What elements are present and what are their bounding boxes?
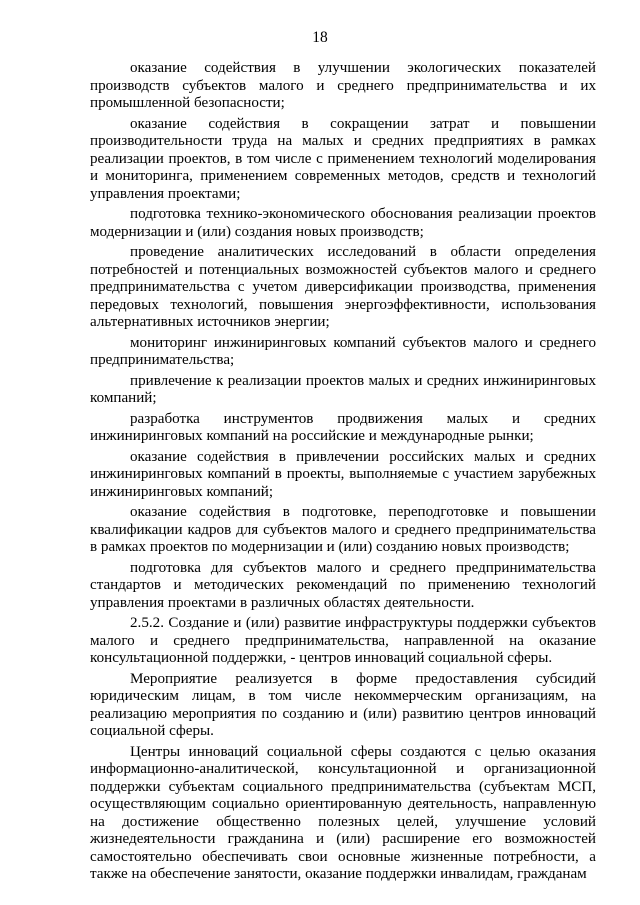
paragraph-4: проведение аналитических исследований в области определения потребностей и потенциальных возможностей субъектов малого и среднего предпринимательства с учетом диверсификации производства, применения передовых технологий, повышения энергоэффективности, использования альтернативных источников энергии; [90, 244, 596, 330]
paragraph-2: оказание содействия в сокращении затрат и повышении производительности труда на малых и средних предприятиях в рамках реализации проектов, в том числе с применением технологий моделирования и мониторинга, применением современных методов, средств и технологий управления проектами; [90, 115, 596, 202]
page-number: 18 [312, 29, 328, 46]
paragraph-11: 2.5.2. Создание и (или) развитие инфраструктуры поддержки субъектов малого и среднего предпринимательства, направленной на оказание консультационной поддержки, - центров инноваций социальной сферы. [90, 615, 596, 666]
paragraph-6: привлечение к реализации проектов малых и средних инжиниринговых компаний; [90, 372, 596, 406]
paragraph-5: мониторинг инжиниринговых компаний субъектов малого и среднего предпринимательства; [90, 334, 596, 368]
paragraph-13: Центры инноваций социальной сферы создаются с целью оказания информационно-аналитической, консультационной и организационной поддержки субъектам социального предпринимательства (субъектам МСП, осуществляющим социально ориентированную деятельность, направленную на достижение общественно полезных целей, улучшение условий жизнедеятельности гражданина и (или) расширение его возможностей самостоятельно обеспечивать свои основные жизненные потребности, а также на обеспечение занятости, оказание поддержки инвалидам, гражданам [90, 743, 596, 882]
paragraph-3: подготовка технико-экономического обоснования реализации проектов модернизации и (или) создания новых производств; [90, 206, 596, 240]
paragraph-8: оказание содействия в привлечении российских малых и средних инжиниринговых компаний в проекты, выполняемые с участием зарубежных инжиниринговых компаний; [90, 448, 596, 500]
paragraph-12: Мероприятие реализуется в форме предоставления субсидий юридическим лицам, в том числе некоммерческим организациям, на реализацию мероприятия по созданию и (или) развитию центров инноваций социальной сферы. [90, 670, 596, 739]
paragraph-7: разработка инструментов продвижения малых и средних инжиниринговых компаний на российские и международные рынки; [90, 410, 596, 444]
paragraph-1: оказание содействия в улучшении экологических показателей производств субъектов малого и среднего предпринимательства и их промышленной безопасности; [90, 60, 596, 111]
document-body [90, 60, 596, 884]
paragraph-10: подготовка для субъектов малого и среднего предпринимательства стандартов и методических рекомендаций по применению технологий управления проектами в различных областях деятельности. [90, 559, 596, 611]
paragraph-9: оказание содействия в подготовке, переподготовке и повышении квалификации кадров для субъектов малого и среднего предпринимательства в рамках проектов по модернизации и (или) созданию новых производств; [90, 504, 596, 555]
